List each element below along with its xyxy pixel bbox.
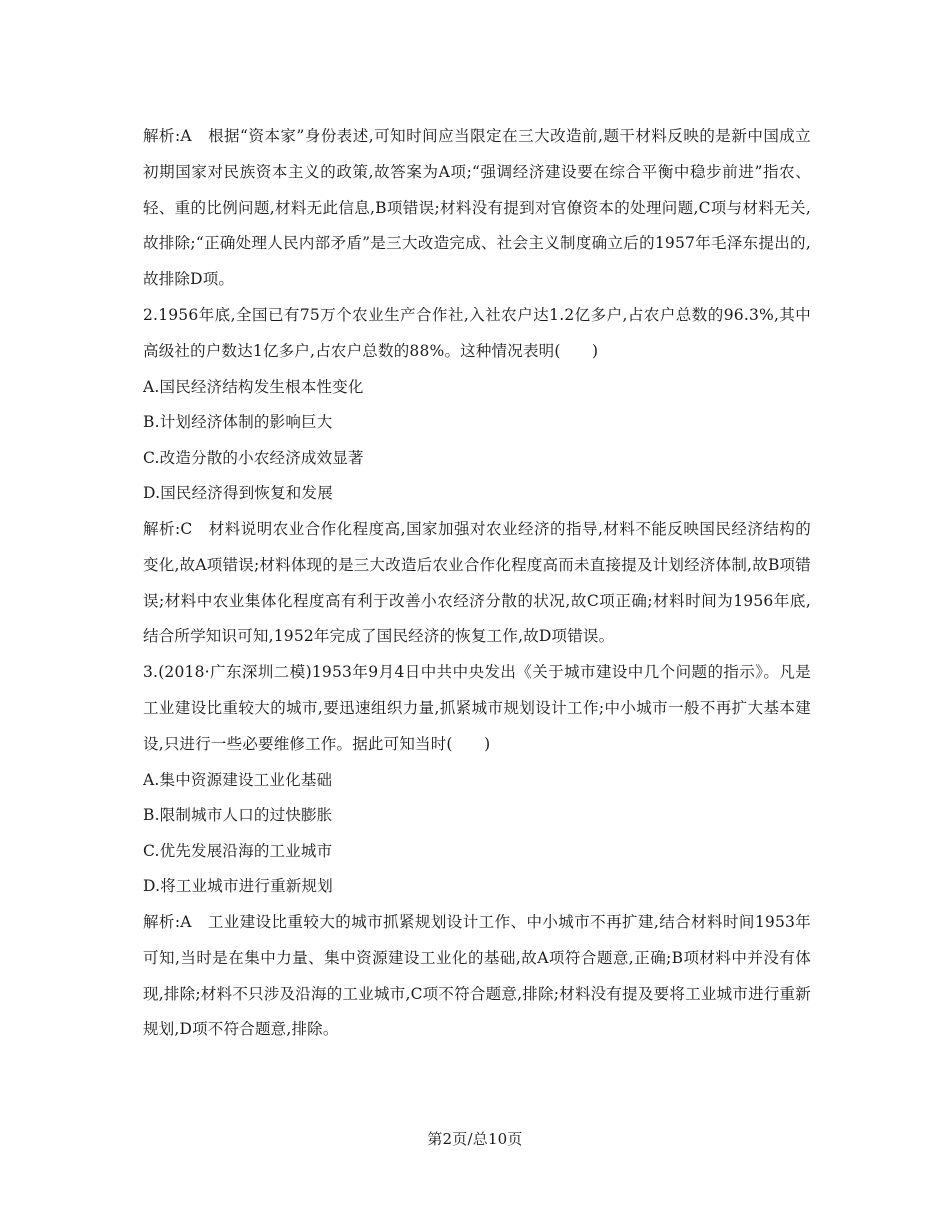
q3-option-a: A.集中资源建设工业化基础 (143, 770, 333, 789)
q3-analysis: 解析:A 工业建设比重较大的城市抓紧规划设计工作、中小城市不再扩建,结合材料时间1953年可知,当时是在集中力量、集中资源建设工业化的基础,故A项符合题意,正确;B项材料中并没有体现,排除;材料不只涉及沿海的工业城市,C项不符合题意,排除;材料没有提及要将工业城市进行重新规划,D项不符合题意,排除。 (143, 912, 811, 1039)
q1-analysis: 解析:A 根据“资本家”身份表述,可知时间应当限定在三大改造前,题干材料反映的是新中国成立初期国家对民族资本主义的政策,故答案为A项;“强调经济建设要在综合平衡中稳步前进”指农、轻、重的比例问题,材料无此信息,B项错误;材料没有提到对官僚资本的处理问题,C项与材料无关,故排除;“正确处理人民内部矛盾”是三大改造完成、社会主义制度确立后的1957年毛泽东提出的,故排除D项。 (143, 127, 811, 289)
q2-option-c: C.改造分散的小农经济成效显著 (143, 448, 364, 467)
q2-option-a: A.国民经济结构发生根本性变化 (143, 377, 364, 396)
q3-option-d: D.将工业城市进行重新规划 (143, 877, 333, 896)
q3-stem: 3.(2018·广东深圳二模)1953年9月4日中共中央发出《关于城市建设中几个问题的指示》。凡是工业建设比重较大的城市,要迅速组织力量,抓紧城市规划设计工作;中小城市一般不再扩大基本建设,只进行一些必要维修工作。据此可知当时( ) (143, 663, 811, 753)
page-content (143, 119, 811, 1048)
page-footer: 第2页/总10页 (427, 1130, 523, 1148)
q3-option-c: C.优先发展沿海的工业城市 (143, 841, 333, 860)
q2-option-d: D.国民经济得到恢复和发展 (143, 484, 333, 503)
q3-option-b: B.限制城市人口的过快膨胀 (143, 806, 333, 825)
q2-stem: 2.1956年底,全国已有75万个农业生产合作社,入社农户达1.2亿多户,占农户总数的96.3%,其中高级社的户数达1亿多户,占农户总数的88%。这种情况表明( ) (143, 305, 811, 360)
q2-analysis: 解析:C 材料说明农业合作化程度高,国家加强对农业经济的指导,材料不能反映国民经济结构的变化,故A项错误;材料体现的是三大改造后农业合作化程度高而未直接提及计划经济体制,故B项错误;材料中农业集体化程度高有利于改善小农经济分散的状况,故C项正确;材料时间为1956年底,结合所学知识可知,1952年完成了国民经济的恢复工作,故D项错误。 (143, 519, 811, 646)
q2-option-b: B.计划经济体制的影响巨大 (143, 413, 333, 432)
